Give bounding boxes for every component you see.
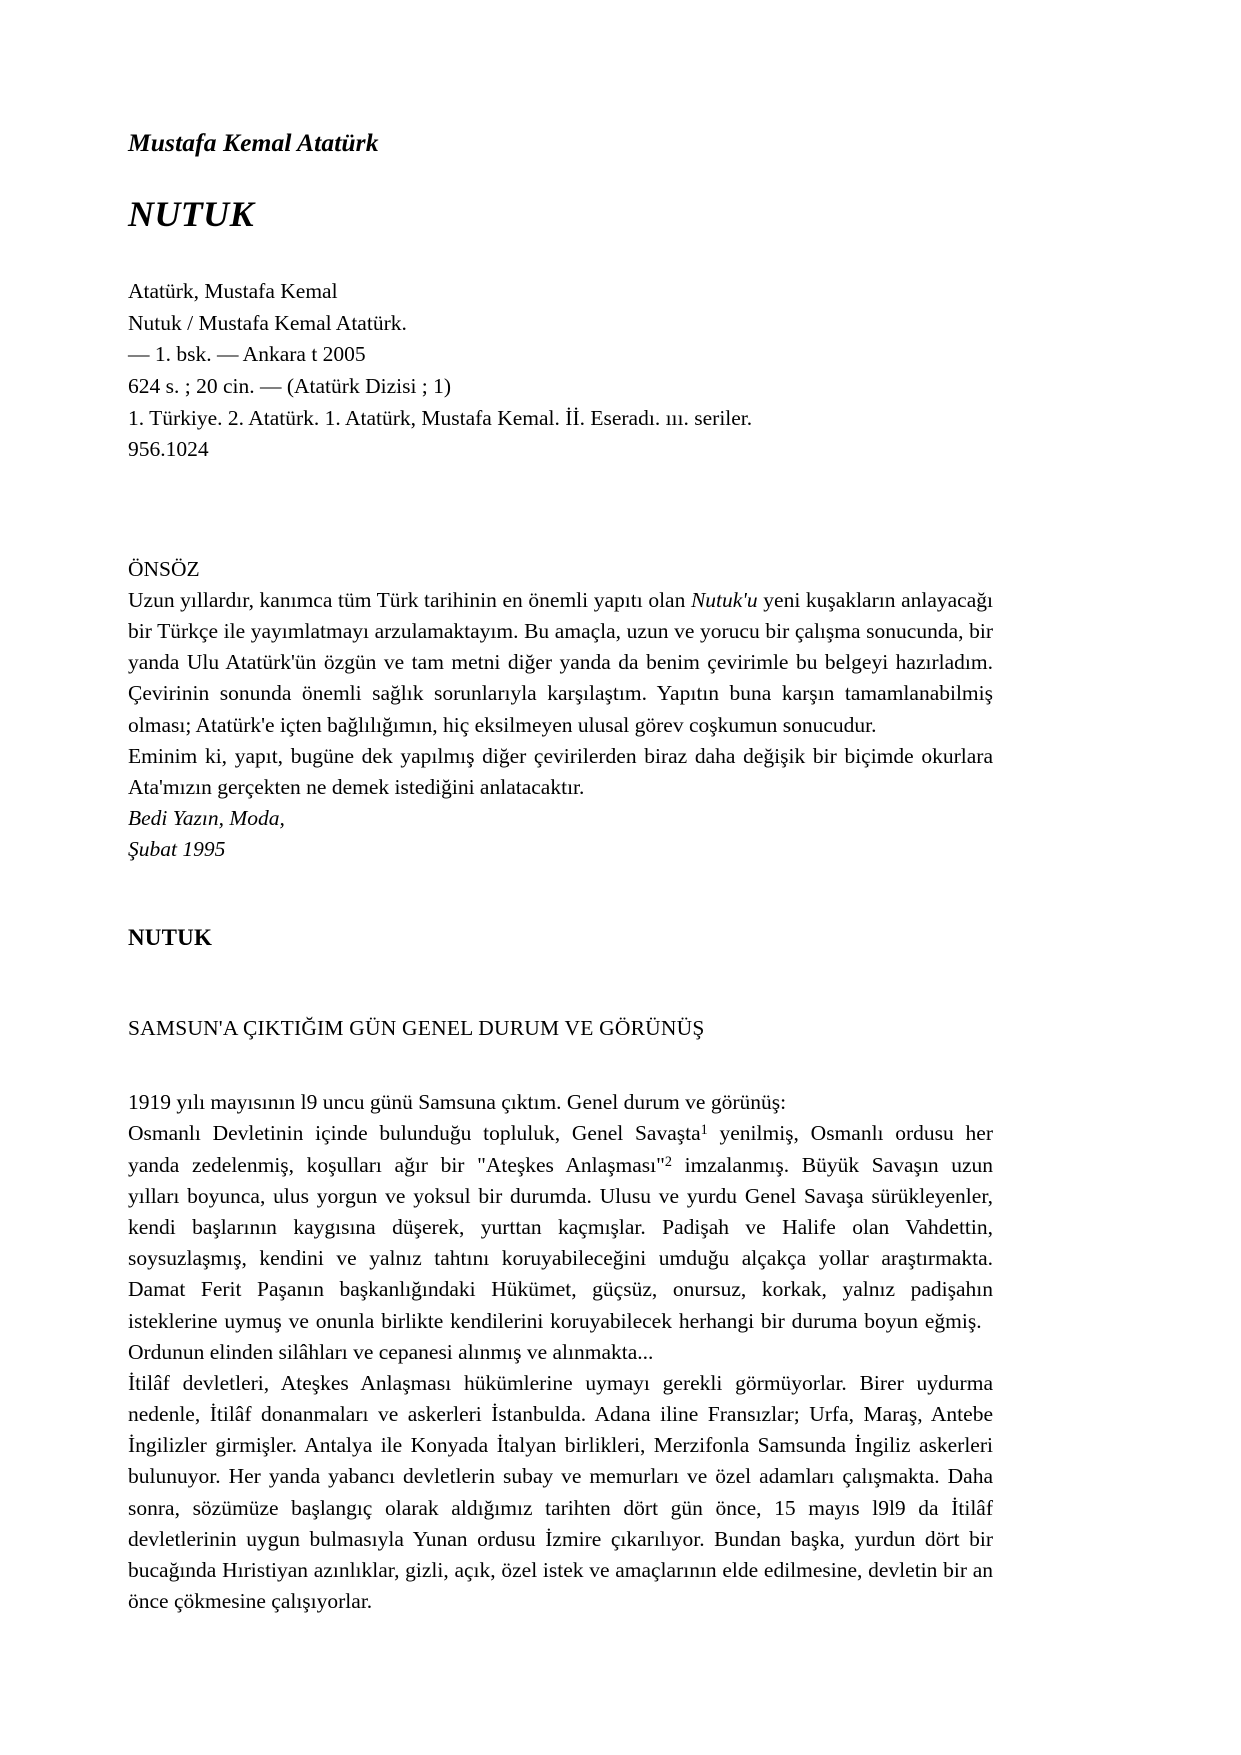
preface-paragraph-2: Eminim ki, yapıt, bugüne dek yapılmış diğer çevirilerden biraz daha değişik bir biçimde okurlara Ata'mızın gerçekten ne demek istediğini anlatacaktır. — [128, 743, 993, 799]
preface-heading: ÖNSÖZ — [128, 556, 200, 581]
body-paragraph-1: 1919 yılı mayısının l9 uncu günü Samsuna çıktım. Genel durum ve görünüş: — [128, 1090, 787, 1115]
biblio-line-title: Nutuk / Mustafa Kemal Atatürk. — [128, 310, 407, 335]
body-p2-part-c: imzalanmış. Büyük Savaşın uzun yılları boyunca, ulus yorgun ve yoksul bir durumda. Ulusu ve yurdu Genel Savaşa sürükleyenler, kendi başlarının kaygısına düşerek, yurttan kaçmışlar. Padişah ve Halife olan Vahdettin, soysuzlaşmış, kendini ve yalnız tahtını koruyabileceğini umduğu alçakça yollar araştırmakta. Damat Ferit Paşanın başkanlığındaki Hükümet, güçsüz, onursuz, korkak, yalnız padişahın isteklerine uymuş ve onunla birlikte kendilerini koruyabilecek herhangi bir duruma boyun eğmiş. — [128, 1152, 993, 1333]
signature-date: Şubat 1995 — [128, 837, 226, 862]
footnote-ref-2: 2 — [664, 1153, 672, 1170]
preface-paragraph-1 — [128, 585, 993, 741]
signature-name: Bedi Yazın, Moda, — [128, 806, 285, 831]
chapter-heading: SAMSUN'A ÇIKTIĞIM GÜN GENEL DURUM VE GÖRÜNÜŞ — [128, 1016, 705, 1041]
body-p2-part-a: Osmanlı Devletinin içinde bulunduğu topluluk, Genel Savaşta — [128, 1121, 701, 1146]
body-paragraph-3: Ordunun elinden silâhları ve cepanesi alınmış ve alınmakta... — [128, 1339, 654, 1364]
preface-body — [128, 585, 993, 803]
biblio-line-extent: 624 s. ; 20 cin. — (Atatürk Dizisi ; 1) — [128, 373, 452, 398]
biblio-line-subjects: 1. Türkiye. 2. Atatürk. 1. Atatürk, Mustafa Kemal. İİ. Eseradı. ııı. seriler. — [128, 405, 753, 430]
preface-signature — [128, 803, 993, 865]
preface-p1-text-before: Uzun yıllardır, kanımca tüm Türk tarihinin en önemli yapıtı olan — [128, 587, 691, 612]
body-paragraph-4: İtilâf devletleri, Ateşkes Anlaşması hükümlerine uymayı gerekli görmüyorlar. Birer uydurma nedenle, İtilâf donanmaları ve askerleri İstanbulda. Adana iline Fransızlar; Urfa, Maraş, Antebe İngilizler girmişler. Antalya ile Konyada İtalyan birlikleri, Merzifonla Samsunda İngiliz askerleri bulunuyor. Her yanda yabancı devletlerin subay ve memurları ve özel adamları çalışmakta. Daha sonra, sözümüze başlangıç olarak aldığımız tarihten dört gün önce, 15 mayıs l9l9 da İtilâf devletlerinin uygun bulmasıyla Yunan ordusu İzmire çıkarılıyor. Bundan başka, yurdun dört bir bucağında Hıristiyan azınlıklar, gizli, açık, özel istek ve amaçlarının elde edilmesine, devletin bir an önce çökmesine çalışıyorlar. — [128, 1370, 993, 1614]
preface-p1-text-after: yeni kuşakların anlayacağı bir Türkçe ile yayımlatmayı arzulamaktayım. Bu amaçla, uzun ve yorucu bir çalışma sonucunda, bir yanda Ulu Atatürk'ün özgün ve tam metni diğer yanda da benim çevirimle bu belgeyi hazırladım. Çevirinin sonunda önemli sağlık sorunlarıyla karşılaştım. Yapıtın buna karşın tamamlanabilmiş olması; Atatürk'e içten bağlılığımın, hiç eksilmeyen ulusal görev coşkumun sonucudur. — [128, 587, 993, 737]
book-title: NUTUK — [128, 193, 254, 234]
bibliographic-record — [128, 276, 993, 466]
page-content — [128, 128, 993, 1617]
nutuk-section-heading: NUTUK — [128, 925, 213, 951]
main-body-text — [128, 1087, 993, 1617]
body-paragraph-2 — [128, 1118, 993, 1336]
preface-p1-italic-nutuk: Nutuk'u — [690, 587, 758, 612]
biblio-line-edition: — 1. bsk. — Ankara t 2005 — [128, 342, 366, 367]
footnote-ref-1: 1 — [700, 1122, 708, 1139]
body-p2-part-b: yenilmiş, Osmanlı ordusu her yanda zedelenmiş, koşulları ağır bir "Ateşkes Anlaşması" — [128, 1121, 993, 1177]
biblio-line-classification: 956.1024 — [128, 437, 209, 462]
author-name: Mustafa Kemal Atatürk — [128, 128, 379, 157]
biblio-line-author: Atatürk, Mustafa Kemal — [128, 279, 338, 304]
